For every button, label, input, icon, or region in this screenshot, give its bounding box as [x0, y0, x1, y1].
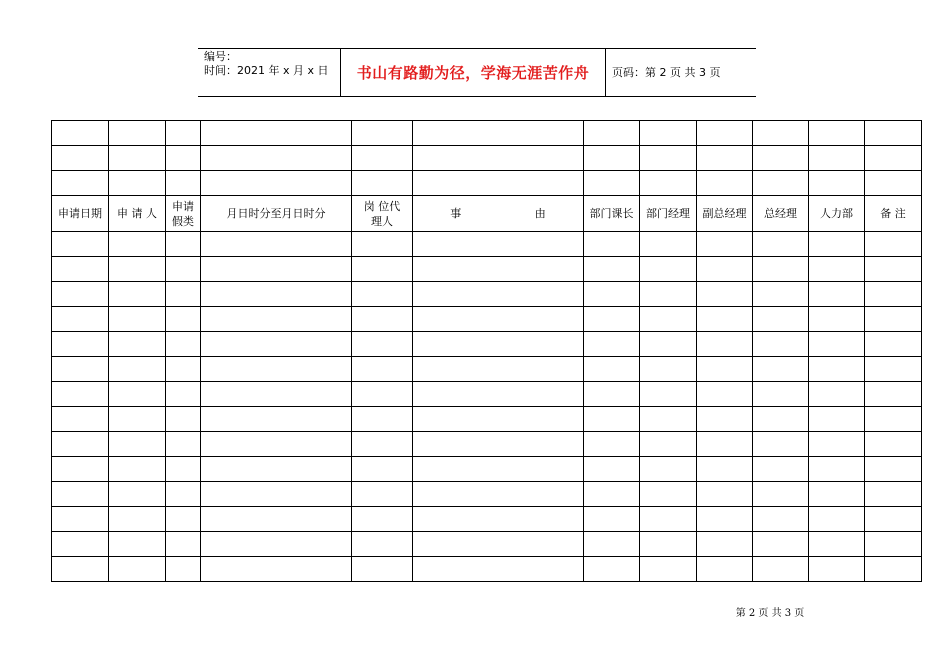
table-cell[interactable] [865, 332, 922, 357]
table-row [52, 407, 922, 432]
table-cell[interactable] [809, 357, 865, 382]
table-cell[interactable] [109, 332, 166, 357]
table-cell[interactable] [865, 482, 922, 507]
table-cell[interactable] [753, 482, 809, 507]
col-deputy: 岗 位代理人 [352, 196, 413, 232]
table-cell[interactable] [809, 432, 865, 457]
header-page-number: 页码：第 2 页 共 3 页 [612, 66, 721, 79]
table-cell[interactable] [753, 332, 809, 357]
table-row [52, 232, 922, 257]
table-cell[interactable] [413, 332, 584, 357]
table-cell[interactable] [697, 457, 753, 482]
table-cell[interactable] [865, 507, 922, 532]
table-cell[interactable] [109, 507, 166, 532]
table-cell[interactable] [166, 146, 201, 171]
table-cell[interactable] [640, 257, 697, 282]
col-deputy-gm: 副总经理 [697, 196, 753, 232]
col-gm: 总经理 [753, 196, 809, 232]
table-cell[interactable] [109, 146, 166, 171]
table-cell[interactable] [166, 532, 201, 557]
table-cell[interactable] [52, 557, 109, 582]
table-cell[interactable] [809, 407, 865, 432]
table-cell[interactable] [52, 432, 109, 457]
table-cell[interactable] [109, 357, 166, 382]
table-cell[interactable] [52, 532, 109, 557]
table-cell[interactable] [640, 357, 697, 382]
table-row [52, 171, 922, 196]
table-cell[interactable] [166, 457, 201, 482]
table-cell[interactable] [697, 482, 753, 507]
table-row [52, 457, 922, 482]
table-cell[interactable] [584, 282, 640, 307]
table-row [52, 307, 922, 332]
table-cell[interactable] [809, 171, 865, 196]
table-cell[interactable] [352, 407, 413, 432]
table-cell[interactable] [697, 407, 753, 432]
doc-number-label: 编号： [204, 50, 237, 63]
table-cell[interactable] [697, 557, 753, 582]
table-row [52, 282, 922, 307]
table-cell[interactable] [697, 382, 753, 407]
table-cell[interactable] [166, 357, 201, 382]
table-cell[interactable] [865, 257, 922, 282]
table-cell[interactable] [697, 357, 753, 382]
table-cell[interactable] [201, 407, 352, 432]
table-cell[interactable] [753, 121, 809, 146]
table-cell[interactable] [201, 532, 352, 557]
table-cell[interactable] [809, 307, 865, 332]
table-cell[interactable] [753, 407, 809, 432]
table-row [52, 432, 922, 457]
table-cell[interactable] [109, 257, 166, 282]
table-cell[interactable] [413, 282, 584, 307]
table-cell[interactable] [640, 307, 697, 332]
table-cell[interactable] [584, 357, 640, 382]
table-cell[interactable] [753, 171, 809, 196]
table-cell[interactable] [413, 146, 584, 171]
table-cell[interactable] [413, 507, 584, 532]
table-cell[interactable] [109, 307, 166, 332]
table-cell[interactable] [697, 532, 753, 557]
col-period: 月日时分至月日时分 [201, 196, 352, 232]
table-cell[interactable] [753, 282, 809, 307]
table-cell[interactable] [697, 121, 753, 146]
table-cell[interactable] [52, 232, 109, 257]
table-cell[interactable] [352, 357, 413, 382]
table-cell[interactable] [413, 357, 584, 382]
table-cell[interactable] [640, 407, 697, 432]
table-cell[interactable] [584, 557, 640, 582]
table-cell[interactable] [584, 307, 640, 332]
table-row [52, 121, 922, 146]
table-cell[interactable] [584, 532, 640, 557]
table-cell[interactable] [640, 121, 697, 146]
table-cell[interactable] [865, 532, 922, 557]
table-cell[interactable] [865, 407, 922, 432]
col-dept-manager: 部门经理 [640, 196, 697, 232]
col-applicant: 申 请 人 [109, 196, 166, 232]
table-cell[interactable] [352, 282, 413, 307]
table-cell[interactable] [52, 146, 109, 171]
table-cell[interactable] [753, 307, 809, 332]
table-cell[interactable] [52, 171, 109, 196]
table-cell[interactable] [352, 171, 413, 196]
table-cell[interactable] [201, 382, 352, 407]
table-cell[interactable] [753, 532, 809, 557]
table-cell[interactable] [52, 357, 109, 382]
table-cell[interactable] [413, 432, 584, 457]
table-cell[interactable] [166, 557, 201, 582]
table-cell[interactable] [109, 232, 166, 257]
table-cell[interactable] [584, 121, 640, 146]
table-cell[interactable] [352, 146, 413, 171]
table-cell[interactable] [109, 557, 166, 582]
table-cell[interactable] [640, 332, 697, 357]
table-cell[interactable] [697, 282, 753, 307]
table-cell[interactable] [865, 457, 922, 482]
col-hr: 人力部 [809, 196, 865, 232]
table-cell[interactable] [201, 146, 352, 171]
table-cell[interactable] [109, 432, 166, 457]
table-cell[interactable] [697, 507, 753, 532]
table-cell[interactable] [865, 282, 922, 307]
table-cell[interactable] [753, 146, 809, 171]
col-reason: 事 由 [413, 196, 584, 232]
table-cell[interactable] [753, 382, 809, 407]
table-cell[interactable] [584, 382, 640, 407]
header-meta [204, 50, 329, 78]
table-cell[interactable] [809, 532, 865, 557]
col-apply-date: 申请日期 [52, 196, 109, 232]
table-cell[interactable] [352, 307, 413, 332]
table-cell[interactable] [865, 146, 922, 171]
table-cell[interactable] [109, 382, 166, 407]
table-cell[interactable] [413, 557, 584, 582]
table-cell[interactable] [352, 532, 413, 557]
table-cell[interactable] [413, 257, 584, 282]
table-row [52, 482, 922, 507]
table-cell[interactable] [753, 357, 809, 382]
table-cell[interactable] [352, 557, 413, 582]
table-cell[interactable] [166, 171, 201, 196]
table-cell[interactable] [584, 457, 640, 482]
table-cell[interactable] [809, 121, 865, 146]
table-cell[interactable] [809, 332, 865, 357]
table-row [52, 532, 922, 557]
table-cell[interactable] [753, 507, 809, 532]
table-cell[interactable] [166, 432, 201, 457]
table-row [52, 332, 922, 357]
table-cell[interactable] [109, 457, 166, 482]
table-cell[interactable] [697, 307, 753, 332]
table-cell[interactable] [52, 507, 109, 532]
table-cell[interactable] [109, 171, 166, 196]
table-cell[interactable] [166, 282, 201, 307]
table-cell[interactable] [584, 232, 640, 257]
col-section-chief: 部门课长 [584, 196, 640, 232]
table-cell[interactable] [352, 232, 413, 257]
table-cell[interactable] [201, 121, 352, 146]
table-cell[interactable] [809, 507, 865, 532]
table-cell[interactable] [809, 382, 865, 407]
table-cell[interactable] [52, 121, 109, 146]
table-cell[interactable] [640, 282, 697, 307]
table-cell[interactable] [201, 332, 352, 357]
table-row [52, 357, 922, 382]
table-cell[interactable] [166, 482, 201, 507]
table-cell[interactable] [809, 232, 865, 257]
table-cell[interactable] [352, 382, 413, 407]
table-cell[interactable] [640, 171, 697, 196]
table-cell[interactable] [201, 557, 352, 582]
table-cell[interactable] [109, 482, 166, 507]
table-cell[interactable] [584, 146, 640, 171]
table-cell[interactable] [809, 146, 865, 171]
table-row [52, 382, 922, 407]
header-divider-right [605, 48, 606, 96]
table-cell[interactable] [640, 482, 697, 507]
header-bottom-rule [198, 96, 756, 97]
table-cell[interactable] [201, 171, 352, 196]
table-cell[interactable] [584, 332, 640, 357]
table-cell[interactable] [413, 382, 584, 407]
table-cell[interactable] [809, 282, 865, 307]
table-cell[interactable] [753, 257, 809, 282]
table-cell[interactable] [201, 307, 352, 332]
table-cell[interactable] [809, 482, 865, 507]
table-cell[interactable] [109, 532, 166, 557]
leave-form-table [51, 120, 922, 582]
table-cell[interactable] [201, 232, 352, 257]
table-cell[interactable] [640, 232, 697, 257]
table-cell[interactable] [166, 307, 201, 332]
table-row [52, 557, 922, 582]
table-cell[interactable] [201, 357, 352, 382]
col-leave-type: 申请假类 [166, 196, 201, 232]
table-cell[interactable] [640, 532, 697, 557]
table-row [52, 257, 922, 282]
table-cell[interactable] [201, 507, 352, 532]
table-cell[interactable] [584, 257, 640, 282]
table-cell[interactable] [640, 457, 697, 482]
table-cell[interactable] [201, 282, 352, 307]
table-cell[interactable] [413, 407, 584, 432]
table-row [52, 507, 922, 532]
table-cell[interactable] [697, 146, 753, 171]
table-cell[interactable] [352, 507, 413, 532]
table-cell[interactable] [52, 457, 109, 482]
table-cell[interactable] [413, 482, 584, 507]
table-cell[interactable] [166, 507, 201, 532]
table-cell[interactable] [352, 482, 413, 507]
table-cell[interactable] [201, 457, 352, 482]
table-cell[interactable] [166, 382, 201, 407]
table-cell[interactable] [52, 282, 109, 307]
table-cell[interactable] [584, 482, 640, 507]
table-cell[interactable] [352, 121, 413, 146]
table-cell[interactable] [640, 146, 697, 171]
table-cell[interactable] [640, 557, 697, 582]
table-cell[interactable] [201, 482, 352, 507]
table-cell[interactable] [201, 257, 352, 282]
table-row [52, 146, 922, 171]
table-cell[interactable] [413, 532, 584, 557]
table-cell[interactable] [697, 432, 753, 457]
table-cell[interactable] [640, 432, 697, 457]
table-cell[interactable] [865, 382, 922, 407]
column-header-row [52, 196, 922, 232]
table-cell[interactable] [809, 457, 865, 482]
table-cell[interactable] [809, 257, 865, 282]
table-cell[interactable] [697, 257, 753, 282]
table-cell[interactable] [865, 171, 922, 196]
col-remarks: 备 注 [865, 196, 922, 232]
table-cell[interactable] [413, 307, 584, 332]
table-cell[interactable] [352, 457, 413, 482]
table-cell[interactable] [413, 121, 584, 146]
table-cell[interactable] [413, 171, 584, 196]
table-cell[interactable] [697, 332, 753, 357]
footer-page-number: 第 2 页 共 3 页 [735, 608, 805, 619]
table-cell[interactable] [52, 257, 109, 282]
table-cell[interactable] [584, 507, 640, 532]
table-cell[interactable] [584, 171, 640, 196]
table-cell[interactable] [166, 332, 201, 357]
table-cell[interactable] [352, 257, 413, 282]
table-cell[interactable] [640, 382, 697, 407]
table-cell[interactable] [584, 432, 640, 457]
table-cell[interactable] [413, 457, 584, 482]
table-cell[interactable] [166, 407, 201, 432]
table-cell[interactable] [753, 557, 809, 582]
table-cell[interactable] [753, 432, 809, 457]
table-cell[interactable] [865, 121, 922, 146]
table-cell[interactable] [166, 257, 201, 282]
table-cell[interactable] [109, 121, 166, 146]
table-cell[interactable] [52, 382, 109, 407]
table-cell[interactable] [166, 121, 201, 146]
table-cell[interactable] [52, 332, 109, 357]
table-cell[interactable] [753, 457, 809, 482]
table-cell[interactable] [865, 432, 922, 457]
table-cell[interactable] [201, 432, 352, 457]
table-cell[interactable] [52, 482, 109, 507]
table-cell[interactable] [697, 171, 753, 196]
table-cell[interactable] [640, 507, 697, 532]
table-cell[interactable] [166, 232, 201, 257]
table-cell[interactable] [52, 407, 109, 432]
table-cell[interactable] [697, 232, 753, 257]
table-cell[interactable] [109, 282, 166, 307]
table-cell[interactable] [109, 407, 166, 432]
table-cell[interactable] [584, 407, 640, 432]
table-cell[interactable] [865, 557, 922, 582]
table-cell[interactable] [352, 432, 413, 457]
table-cell[interactable] [352, 332, 413, 357]
table-cell[interactable] [809, 557, 865, 582]
table-cell[interactable] [753, 232, 809, 257]
doc-time-label: 时间：2021 年 x 月 x 日 [204, 64, 329, 77]
table-cell[interactable] [865, 232, 922, 257]
table-cell[interactable] [52, 307, 109, 332]
table-cell[interactable] [865, 307, 922, 332]
table-cell[interactable] [413, 232, 584, 257]
header-top-rule [198, 48, 756, 49]
header-motto: 书山有路勤为径，学海无涯苦作舟 [356, 64, 590, 82]
table-cell[interactable] [865, 357, 922, 382]
